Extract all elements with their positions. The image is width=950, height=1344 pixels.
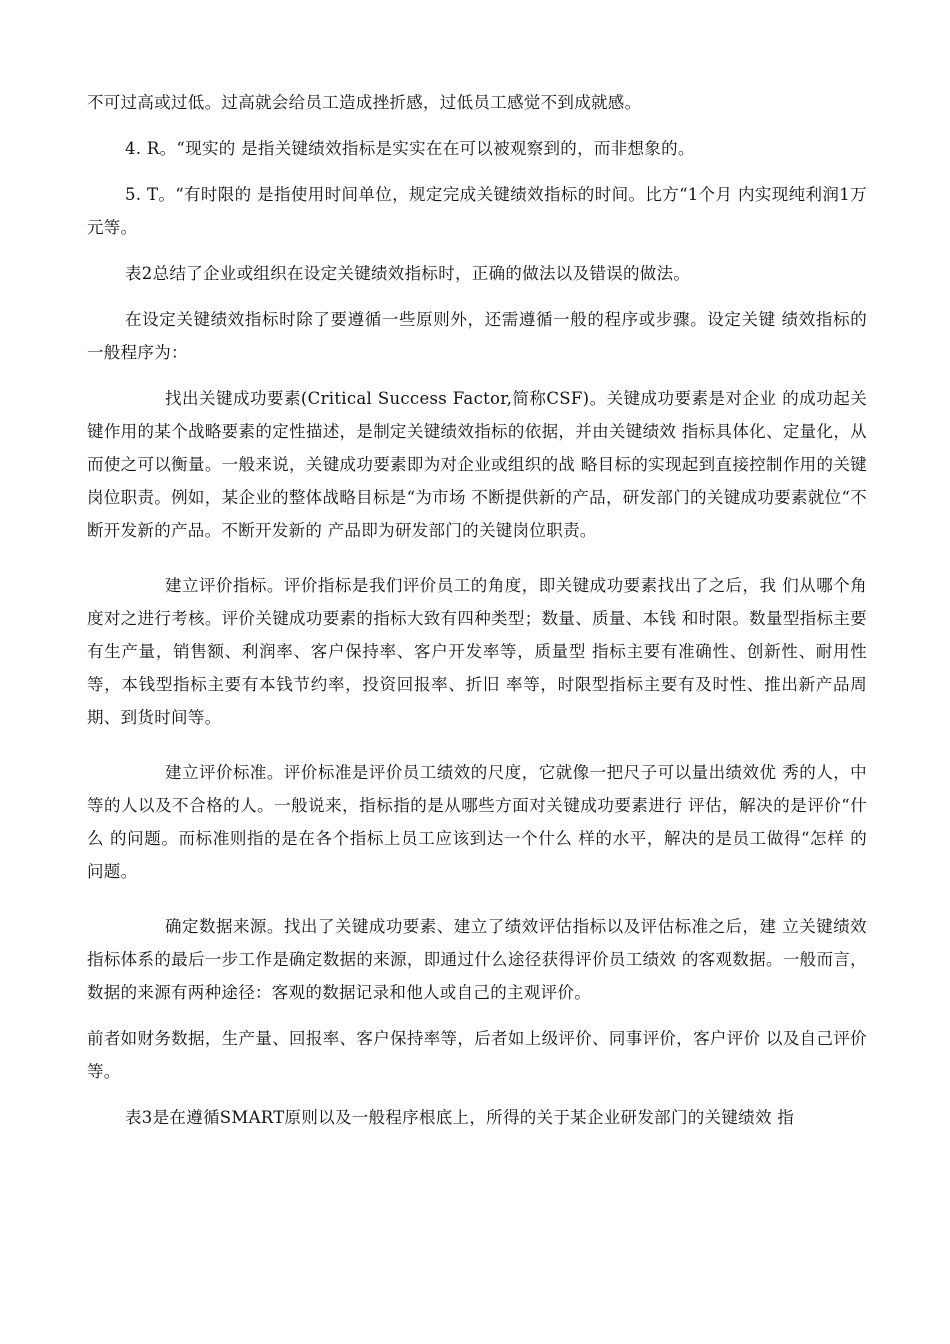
- paragraph-data-examples: 前者如财务数据，生产量、回报率、客户保持率等，后者如上级评价、同事评价，客户评价 以及自己评价等。: [87, 1029, 867, 1081]
- paragraph-procedure-intro: 在设定关键绩效指标时除了要遵循一些原则外，还需遵循一般的程序或步骤。设定关键 绩效指标的一般程序为：: [87, 310, 867, 362]
- paragraph-step-data-source: 确定数据来源。找出了关键成功要素、建立了绩效评估指标以及评估标准之后，建 立关键绩效指标体系的最后一步工作是确定数据的来源，即通过什么途径获得评价员工绩效 的客观数据。一般而言，数据的来源有两种途径：客观的数据记录和他人或自己的主观评价。: [87, 917, 867, 1002]
- paragraph-table3-intro: 表3是在遵循SMART原则以及一般程序根底上，所得的关于某企业研发部门的关键绩效 指: [125, 1108, 795, 1127]
- paragraph-step-standards: 建立评价标准。评价标准是评价员工绩效的尺度，它就像一把尺子可以量出绩效优 秀的人，中等的人以及不合格的人。一般说来，指标指的是从哪些方面对关键成功要素进行 评估，解决的是评价“什么 的问题。而标准则指的是在各个指标上员工应该到达一个什么 样的水平，解决的是员工做得“怎样 的问题。: [87, 763, 867, 881]
- document-page: [87, 86, 867, 1134]
- paragraph-principle-t: 5. T。“有时限的 是指使用时间单位，规定完成关键绩效指标的时间。比方“1个月 内实现纯利润1万元等。: [87, 185, 867, 237]
- paragraph-step-csf: 找出关键成功要素(Critical Success Factor,简称CSF)。关键成功要素是对企业 的成功起关键作用的某个战略要素的定性描述，是制定关键绩效指标的依据，并由关键绩效 指标具体化、定量化，从而使之可以衡量。一般来说，关键成功要素即为对企业或组织的战 略目标的实现起到直接控制作用的关键岗位职责。例如，某企业的整体战略目标是“为市场 不断提供新的产品，研发部门的关键成功要素就位“不断开发新的产品。不断开发新的 产品即为研发部门的关键岗位职责。: [87, 389, 867, 540]
- paragraph-step-indicators: 建立评价指标。评价指标是我们评价员工的角度，即关键成功要素找出了之后，我 们从哪个角度对之进行考核。评价关键成功要素的指标大致有四种类型；数量、质量、本钱 和时限。数量型指标主要有生产量，销售额、利润率、客户保持率、客户开发率等，质量型 指标主要有准确性、创新性、耐用性等，本钱型指标主要有本钱节约率，投资回报率、折旧 率等，时限型指标主要有及时性、推出新产品周期、到货时间等。: [87, 576, 867, 727]
- paragraph-principle-r: 4. R。“现实的 是指关键绩效指标是实实在在可以被观察到的，而非想象的。: [125, 139, 695, 158]
- paragraph-table2-intro: 表2总结了企业或组织在设定关键绩效指标时，正确的做法以及错误的做法。: [125, 264, 691, 283]
- paragraph-1: 不可过高或过低。过高就会给员工造成挫折感，过低员工感觉不到成就感。: [87, 93, 642, 112]
